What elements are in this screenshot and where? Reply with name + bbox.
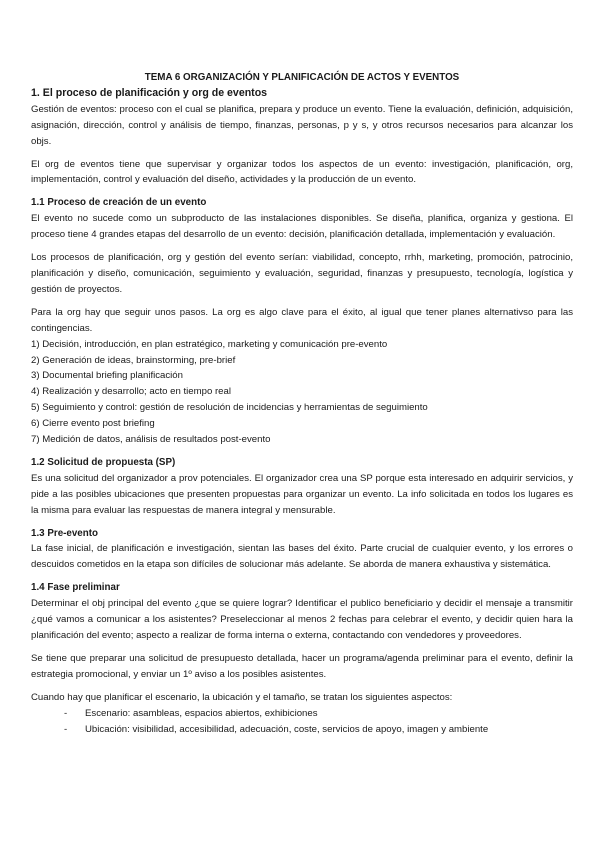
list-item: 6) Cierre evento post briefing (31, 418, 155, 430)
dash-bullet: - (64, 723, 68, 735)
section-1-1-paragraph-3: Para la org hay que seguir unos pasos. La org es algo clave para el éxito, al igual que tener planes alternativso para las contingencias. (31, 306, 573, 334)
section-1-2-paragraph-1: Es una solicitud del organizador a prov potenciales. El organizador crea una SP porque esta interesado en adquirir servicios, y pide a las posibles ubicaciones que presenten propuestas para organizar un evento. La info solicitada en todos los lugares es la misma para evaluar las respuestas de manera integral y mensurable. (31, 472, 573, 516)
section-1-4-paragraph-2: Se tiene que preparar una solicitud de presupuesto detallada, hacer un programa/agenda preliminar para el evento, definir la estrategia promocional, y enviar un 1º aviso a los posibles asistentes. (31, 652, 573, 680)
list-item: 1) Decisión, introducción, en plan estratégico, marketing y comunicación pre-evento (31, 338, 388, 350)
list-item: 3) Documental briefing planificación (31, 370, 183, 382)
list-item: 7) Medición de datos, análisis de resultados post-evento (31, 434, 271, 446)
steps-list (31, 337, 573, 448)
section-1-4-heading: 1.4 Fase preliminar (31, 582, 120, 594)
aspects-list (31, 706, 573, 738)
section-1-paragraph-1: Gestión de eventos: proceso con el cual se planifica, prepara y produce un evento. Tiene la evaluación, definición, adquisición, asignación, dirección, control y análisis de tiempo, finanzas, personas, p y s, y otros recursos necesarios para alcanzar los objs. (31, 103, 573, 147)
list-item (31, 706, 573, 722)
section-1-1-paragraph-2: Los procesos de planificación, org y gestión del evento serían: viabilidad, concepto, rrhh, marketing, promoción, patrocinio, planificación y diseño, comunicación, seguimiento y evaluación, seguridad, finanzas y presupuesto, tecnología, logística y gestión de proyectos. (31, 252, 573, 295)
section-1-3-paragraph-1: La fase inicial, de planificación e investigación, sientan las bases del éxito. Parte crucial de cualquier evento, y los errores o descuidos cometidos en la etapa son difíciles de solucionar más adelante. Se aborda de manera exhaustiva y sistemática. (31, 543, 573, 571)
section-1-3-heading: 1.3 Pre-evento (31, 527, 98, 539)
list-item: 2) Generación de ideas, brainstorming, pre-brief (31, 354, 236, 366)
section-1-1-paragraph-1: El evento no sucede como un subproducto de las instalaciones disponibles. Se diseña, planifica, organiza y gestiona. El proceso tiene 4 grandes etapas del desarrollo de un evento: decisión, planificación detallada, implementación y evaluación. (31, 213, 573, 241)
section-1-heading: 1. El proceso de planificación y org de eventos (31, 86, 268, 99)
list-item: 4) Realización y desarrollo; acto en tiempo real (31, 386, 231, 398)
section-1-4-paragraph-1: Determinar el obj principal del evento ¿que se quiere lograr? Identificar el publico beneficiario y decidir el mensaje a transmitir ¿qué vamos a comunicar a los asistentes? Preseleccionar al menos 2 fechas para celebrar el evento, y decidir quien hara la planificación del evento; aspecto a realizar de forma interna o externa, contactando con vendedores y proveedores. (31, 598, 573, 641)
document-page (31, 70, 573, 737)
section-1-1-heading: 1.1 Proceso de creación de un evento (31, 197, 207, 209)
document-title: TEMA 6 ORGANIZACIÓN Y PLANIFICACIÓN DE ACTOS Y EVENTOS (144, 72, 460, 83)
list-item: 5) Seguimiento y control: gestión de resolución de incidencias y herramientas de seguimiento (31, 402, 428, 414)
list-item (31, 722, 573, 738)
list-item-text: Ubicación: visibilidad, accesibilidad, adecuación, coste, servicios de apoyo, imagen y ambiente (85, 723, 489, 735)
list-item-text: Escenario: asambleas, espacios abiertos, exhibiciones (85, 707, 318, 719)
section-1-2-heading: 1.2 Solicitud de propuesta (SP) (31, 456, 176, 468)
section-1-4-paragraph-3: Cuando hay que planificar el escenario, la ubicación y el tamaño, se tratan los siguientes aspectos: (31, 691, 453, 703)
section-1-paragraph-2: El org de eventos tiene que supervisar y organizar todos los aspectos de un evento: investigación, planificación, org, implementación, control y evaluación del diseño, actividades y la producción de un evento. (31, 158, 573, 186)
dash-bullet: - (64, 707, 68, 719)
